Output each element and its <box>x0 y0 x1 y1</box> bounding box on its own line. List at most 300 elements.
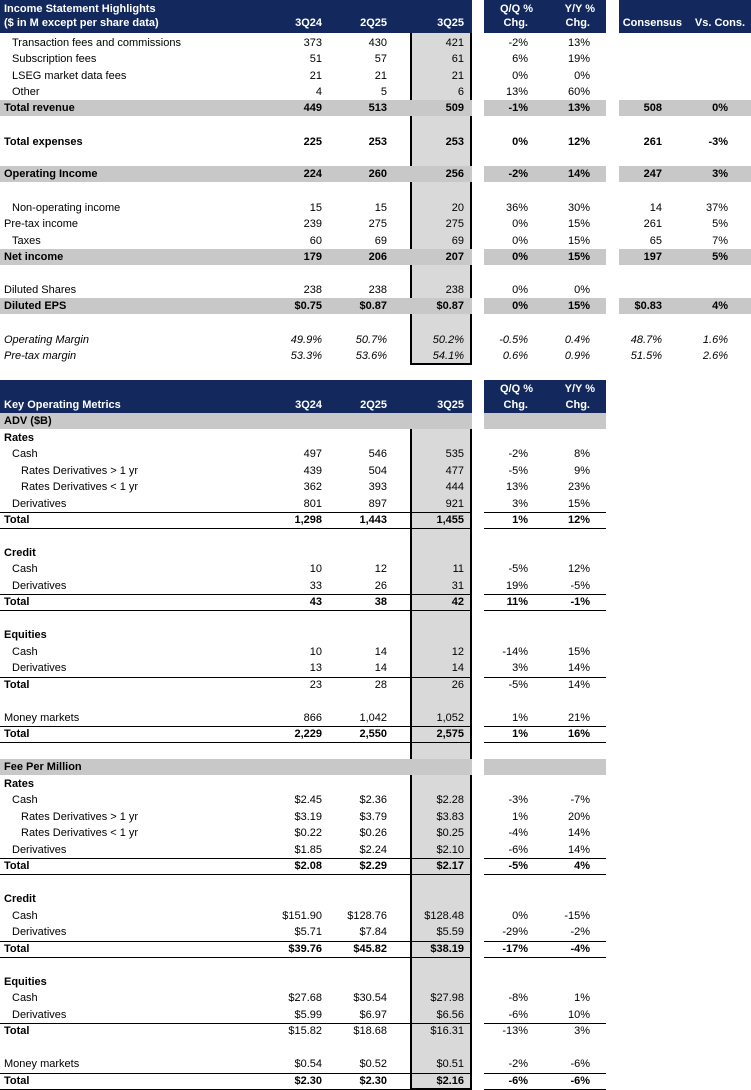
value-cell: 2,575 <box>436 728 464 740</box>
income-period-1: 3Q24 <box>295 17 322 29</box>
value-cell: 15% <box>567 251 590 263</box>
value-cell: -6% <box>570 1075 590 1087</box>
row-label: Diluted EPS <box>4 300 67 312</box>
metrics-row <box>0 1007 751 1023</box>
value-cell: $151.90 <box>282 910 322 922</box>
value-cell: $27.98 <box>430 992 464 1004</box>
total-top-border <box>0 858 472 859</box>
value-cell: -5% <box>508 465 528 477</box>
value-cell: 0% <box>512 70 528 82</box>
value-cell: 69 <box>374 235 387 247</box>
value-cell: 1% <box>512 514 528 526</box>
value-cell: 12% <box>567 514 590 526</box>
value-cell: 15 <box>309 202 322 214</box>
value-cell: $128.76 <box>347 910 387 922</box>
value-cell: 1,443 <box>359 514 387 526</box>
row-label: Cash <box>12 910 38 922</box>
value-cell: 14% <box>567 679 590 691</box>
value-cell: 13 <box>309 662 322 674</box>
value-cell: -0.5% <box>499 334 528 346</box>
value-cell: 513 <box>368 102 387 114</box>
value-cell: 15 <box>374 202 387 214</box>
value-cell: 225 <box>303 136 322 148</box>
value-cell: -5% <box>570 580 590 592</box>
metrics-row <box>0 594 751 610</box>
value-cell: 21 <box>309 70 322 82</box>
value-cell: $2.16 <box>436 1075 464 1087</box>
value-cell: 421 <box>445 37 464 49</box>
value-cell: 13% <box>567 37 590 49</box>
value-cell: 51.5% <box>630 350 662 362</box>
value-cell: 33 <box>309 580 322 592</box>
value-cell: 4% <box>712 300 728 312</box>
row-label: Operating Income <box>4 168 98 180</box>
value-cell: $2.30 <box>359 1075 387 1087</box>
value-cell: $27.68 <box>288 992 322 1004</box>
value-cell: -15% <box>564 910 590 922</box>
metrics-row <box>0 677 751 693</box>
metrics-row <box>0 858 751 874</box>
metrics-row <box>0 1023 751 1039</box>
row-label: Other <box>12 86 40 98</box>
row-label: Non-operating income <box>12 202 121 214</box>
total-top-border <box>0 594 472 595</box>
value-cell: 0% <box>512 300 528 312</box>
value-cell: 0.4% <box>564 334 590 346</box>
value-cell: 54.1% <box>432 350 464 362</box>
value-cell: 12 <box>374 563 387 575</box>
total-bottom-border <box>0 610 472 611</box>
total-top-border <box>0 726 472 727</box>
value-cell: $3.79 <box>359 811 387 823</box>
value-cell: 14 <box>649 202 662 214</box>
value-cell: 449 <box>303 102 322 114</box>
income-row <box>0 166 751 182</box>
value-cell: 15% <box>567 646 590 658</box>
value-cell: 15% <box>567 218 590 230</box>
value-cell: 0% <box>512 136 528 148</box>
metrics-period-1: 3Q24 <box>295 399 322 411</box>
value-cell: 1% <box>512 811 528 823</box>
value-cell: 42 <box>451 596 464 608</box>
value-cell: 0% <box>512 284 528 296</box>
value-cell: 0% <box>712 102 728 114</box>
value-cell: 20 <box>451 202 464 214</box>
row-label: Net income <box>4 251 64 263</box>
metrics-period-3: 3Q25 <box>437 399 464 411</box>
value-cell: 30% <box>567 202 590 214</box>
value-cell: 2,550 <box>359 728 387 740</box>
row-label: Equities <box>4 976 47 988</box>
total-top-border <box>0 1023 472 1024</box>
income-qq-label-2: Chg. <box>503 17 528 29</box>
value-cell: 21 <box>451 70 464 82</box>
total-bottom-border <box>0 874 472 875</box>
value-cell: 19% <box>505 580 528 592</box>
value-cell: 1% <box>512 728 528 740</box>
value-cell: 53.3% <box>290 350 322 362</box>
value-cell: -1% <box>508 102 528 114</box>
value-cell: 13% <box>505 481 528 493</box>
value-cell: -2% <box>508 448 528 460</box>
value-cell: $0.25 <box>436 827 464 839</box>
row-label: Total <box>4 943 30 955</box>
row-label: Total <box>4 596 30 608</box>
value-cell: 0.6% <box>502 350 528 362</box>
row-label: Total <box>4 514 30 526</box>
row-label: Equities <box>4 629 47 641</box>
total-top-border <box>0 677 472 678</box>
row-label: Derivatives <box>12 580 67 592</box>
metrics-qq-label-2: Chg. <box>503 399 528 411</box>
value-cell: 535 <box>445 448 464 460</box>
value-cell: 5% <box>712 251 728 263</box>
value-cell: 508 <box>643 102 662 114</box>
value-cell: -17% <box>502 943 528 955</box>
row-label: Rates Derivatives < 1 yr <box>21 481 139 493</box>
value-cell: $2.45 <box>294 794 322 806</box>
income-period-2: 2Q25 <box>360 17 387 29</box>
value-cell: -2% <box>508 1058 528 1070</box>
value-cell: 50.7% <box>355 334 387 346</box>
value-cell: 12% <box>567 563 590 575</box>
row-label: Rates Derivatives > 1 yr <box>21 811 139 823</box>
income-row <box>0 200 751 216</box>
value-cell: $2.17 <box>436 860 464 872</box>
value-cell: 866 <box>303 712 322 724</box>
total-bottom-border <box>484 957 606 958</box>
value-cell: 921 <box>445 498 464 510</box>
value-cell: 801 <box>303 498 322 510</box>
metrics-row <box>0 578 751 594</box>
value-cell: 49.9% <box>290 334 322 346</box>
value-cell: $5.59 <box>436 926 464 938</box>
row-label: LSEG market data fees <box>12 70 127 82</box>
value-cell: 13% <box>567 102 590 114</box>
income-row <box>0 249 751 265</box>
row-label: Derivatives <box>12 662 67 674</box>
value-cell: 497 <box>303 448 322 460</box>
metrics-row <box>0 413 751 429</box>
value-cell: 0% <box>574 284 590 296</box>
income-row <box>0 68 751 84</box>
row-label: Operating Margin <box>4 334 89 346</box>
value-cell: 261 <box>643 218 662 230</box>
value-cell: 275 <box>445 218 464 230</box>
value-cell: 7% <box>712 235 728 247</box>
value-cell: 10 <box>309 646 322 658</box>
value-cell: -14% <box>502 646 528 658</box>
value-cell: 23% <box>567 481 590 493</box>
value-cell: 256 <box>445 168 464 180</box>
row-label: Cash <box>12 448 38 460</box>
total-bottom-border <box>0 528 472 529</box>
value-cell: 0% <box>574 70 590 82</box>
value-cell: $3.19 <box>294 811 322 823</box>
income-row <box>0 84 751 100</box>
metrics-title: Key Operating Metrics <box>4 399 121 411</box>
value-cell: 12% <box>567 136 590 148</box>
value-cell: 14% <box>567 844 590 856</box>
row-label: Cash <box>12 992 38 1004</box>
total-bottom-border <box>484 610 606 611</box>
value-cell: 373 <box>303 37 322 49</box>
value-cell: $0.87 <box>359 300 387 312</box>
value-cell: 238 <box>368 284 387 296</box>
value-cell: 224 <box>303 168 322 180</box>
value-cell: $16.31 <box>430 1025 464 1037</box>
row-label: Money markets <box>4 712 80 724</box>
metrics-row <box>0 446 751 462</box>
total-top-border <box>0 512 472 513</box>
value-cell: -2% <box>508 37 528 49</box>
value-cell: 19% <box>567 53 590 65</box>
value-cell: 0% <box>512 235 528 247</box>
income-row <box>0 216 751 232</box>
value-cell: 1% <box>574 992 590 1004</box>
value-cell: 253 <box>445 136 464 148</box>
value-cell: 37% <box>705 202 728 214</box>
value-cell: 69 <box>451 235 464 247</box>
income-row <box>0 282 751 298</box>
metrics-qq-label-1: Q/Q % <box>499 383 533 395</box>
row-label: Taxes <box>12 235 41 247</box>
income-row <box>0 51 751 67</box>
value-cell: 14% <box>567 827 590 839</box>
value-cell: $0.22 <box>294 827 322 839</box>
value-cell: -5% <box>508 563 528 575</box>
value-cell: 206 <box>368 251 387 263</box>
value-cell: -3% <box>708 136 728 148</box>
row-label: Total <box>4 1075 30 1087</box>
value-cell: 15% <box>567 235 590 247</box>
value-cell: 60% <box>567 86 590 98</box>
row-label: Total <box>4 860 30 872</box>
income-subtitle: ($ in M except per share data) <box>4 17 159 29</box>
value-cell: $38.19 <box>430 943 464 955</box>
value-cell: -13% <box>502 1025 528 1037</box>
value-cell: 393 <box>368 481 387 493</box>
value-cell: 15% <box>567 300 590 312</box>
row-label: Credit <box>4 893 36 905</box>
value-cell: 4% <box>574 860 590 872</box>
value-cell: $1.85 <box>294 844 322 856</box>
metrics-row <box>0 644 751 660</box>
metrics-row <box>0 941 751 957</box>
row-label: Total expenses <box>4 136 83 148</box>
value-cell: $2.36 <box>359 794 387 806</box>
value-cell: -3% <box>508 794 528 806</box>
metrics-row <box>0 561 751 577</box>
value-cell: 275 <box>368 218 387 230</box>
value-cell: -1% <box>570 596 590 608</box>
value-cell: 61 <box>451 53 464 65</box>
metrics-row <box>0 710 751 726</box>
value-cell: 4 <box>315 86 322 98</box>
value-cell: $0.26 <box>359 827 387 839</box>
value-cell: $2.24 <box>359 844 387 856</box>
metrics-row <box>0 463 751 479</box>
value-cell: 1,455 <box>436 514 464 526</box>
value-cell: 3% <box>574 1025 590 1037</box>
value-cell: $2.30 <box>294 1075 322 1087</box>
value-cell: 10 <box>309 563 322 575</box>
value-cell: 504 <box>368 465 387 477</box>
value-cell: -29% <box>502 926 528 938</box>
row-label: Total revenue <box>4 102 75 114</box>
value-cell: 3% <box>512 498 528 510</box>
income-row <box>0 100 751 116</box>
row-label: Rates Derivatives < 1 yr <box>21 827 139 839</box>
total-top-border <box>0 1073 472 1074</box>
value-cell: 439 <box>303 465 322 477</box>
income-period-3: 3Q25 <box>437 17 464 29</box>
value-cell: 38 <box>374 596 387 608</box>
value-cell: 14% <box>567 168 590 180</box>
value-cell: 5 <box>380 86 387 98</box>
row-label: Subscription fees <box>12 53 97 65</box>
value-cell: -6% <box>508 1009 528 1021</box>
total-top-border <box>484 941 606 942</box>
row-label: Derivatives <box>12 498 67 510</box>
vs-cons-label: Vs. Cons. <box>694 17 745 29</box>
total-top-border <box>484 512 606 513</box>
value-cell: $2.28 <box>436 794 464 806</box>
value-cell: 15% <box>567 498 590 510</box>
income-qq-label-1: Q/Q % <box>499 3 533 15</box>
income-title: Income Statement Highlights <box>4 3 156 15</box>
value-cell: 14 <box>451 662 464 674</box>
metrics-row <box>0 479 751 495</box>
value-cell: 0.9% <box>564 350 590 362</box>
value-cell: 253 <box>368 136 387 148</box>
value-cell: 260 <box>368 168 387 180</box>
row-label: Money markets <box>4 1058 80 1070</box>
value-cell: 60 <box>309 235 322 247</box>
value-cell: 11% <box>506 596 528 608</box>
row-label: Derivatives <box>12 926 67 938</box>
metrics-row <box>0 759 751 775</box>
value-cell: 238 <box>303 284 322 296</box>
metrics-row <box>0 776 751 792</box>
value-cell: 2,229 <box>294 728 322 740</box>
value-cell: $2.10 <box>436 844 464 856</box>
metrics-row <box>0 842 751 858</box>
metrics-period-2: 2Q25 <box>360 399 387 411</box>
value-cell: 546 <box>368 448 387 460</box>
value-cell: $0.75 <box>294 300 322 312</box>
total-bottom-border <box>484 528 606 529</box>
value-cell: -6% <box>508 844 528 856</box>
value-cell: $0.87 <box>436 300 464 312</box>
value-cell: 3% <box>712 168 728 180</box>
value-cell: 26 <box>451 679 464 691</box>
metrics-yy-label-1: Y/Y % <box>564 383 595 395</box>
value-cell: 43 <box>309 596 322 608</box>
total-top-border <box>484 858 606 859</box>
value-cell: $5.99 <box>294 1009 322 1021</box>
row-label: Rates Derivatives > 1 yr <box>21 465 139 477</box>
value-cell: 21% <box>567 712 590 724</box>
value-cell: 0% <box>512 251 528 263</box>
value-cell: 26 <box>374 580 387 592</box>
value-cell: 9% <box>574 465 590 477</box>
value-cell: 28 <box>374 679 387 691</box>
total-bottom-border <box>484 874 606 875</box>
value-cell: 509 <box>445 102 464 114</box>
value-cell: 0% <box>512 910 528 922</box>
value-cell: 239 <box>303 218 322 230</box>
value-cell: 6 <box>457 86 464 98</box>
total-top-border <box>484 677 606 678</box>
value-cell: $128.48 <box>424 910 464 922</box>
value-cell: $0.83 <box>634 300 662 312</box>
value-cell: 1% <box>512 712 528 724</box>
value-cell: $39.76 <box>288 943 322 955</box>
metrics-row <box>0 825 751 841</box>
value-cell: -2% <box>570 926 590 938</box>
metrics-row <box>0 496 751 512</box>
value-cell: 51 <box>309 53 322 65</box>
value-cell: -6% <box>508 1075 528 1087</box>
row-label: Rates <box>4 778 34 790</box>
value-cell: -2% <box>508 168 528 180</box>
row-label: Cash <box>12 646 38 658</box>
metrics-row <box>0 512 751 528</box>
value-cell: $6.56 <box>436 1009 464 1021</box>
metrics-row <box>0 974 751 990</box>
value-cell: $18.68 <box>353 1025 387 1037</box>
value-cell: 14 <box>374 646 387 658</box>
value-cell: 16% <box>567 728 590 740</box>
total-top-border <box>484 1073 606 1074</box>
value-cell: -5% <box>508 860 528 872</box>
value-cell: 10% <box>567 1009 590 1021</box>
value-cell: -6% <box>570 1058 590 1070</box>
value-cell: 1,052 <box>436 712 464 724</box>
value-cell: 238 <box>445 284 464 296</box>
value-cell: $7.84 <box>359 926 387 938</box>
value-cell: 2.6% <box>702 350 728 362</box>
value-cell: 20% <box>567 811 590 823</box>
value-cell: 897 <box>368 498 387 510</box>
total-bottom-border <box>0 742 472 743</box>
value-cell: 21 <box>374 70 387 82</box>
value-cell: 430 <box>368 37 387 49</box>
income-row <box>0 233 751 249</box>
metrics-row <box>0 924 751 940</box>
income-row <box>0 332 751 348</box>
value-cell: $30.54 <box>353 992 387 1004</box>
value-cell: -4% <box>508 827 528 839</box>
metrics-row <box>0 726 751 742</box>
value-cell: 50.2% <box>432 334 464 346</box>
metrics-row <box>0 792 751 808</box>
metrics-row <box>0 545 751 561</box>
row-label: ADV ($B) <box>4 415 52 427</box>
value-cell: 31 <box>451 580 464 592</box>
value-cell: $0.54 <box>294 1058 322 1070</box>
metrics-row <box>0 1073 751 1089</box>
value-cell: $3.83 <box>436 811 464 823</box>
value-cell: 57 <box>374 53 387 65</box>
row-label: Rates <box>4 432 34 444</box>
row-label: Total <box>4 1025 30 1037</box>
row-label: Pre-tax income <box>4 218 78 230</box>
value-cell: $0.52 <box>359 1058 387 1070</box>
row-label: Transaction fees and commissions <box>12 37 181 49</box>
value-cell: $6.97 <box>359 1009 387 1021</box>
